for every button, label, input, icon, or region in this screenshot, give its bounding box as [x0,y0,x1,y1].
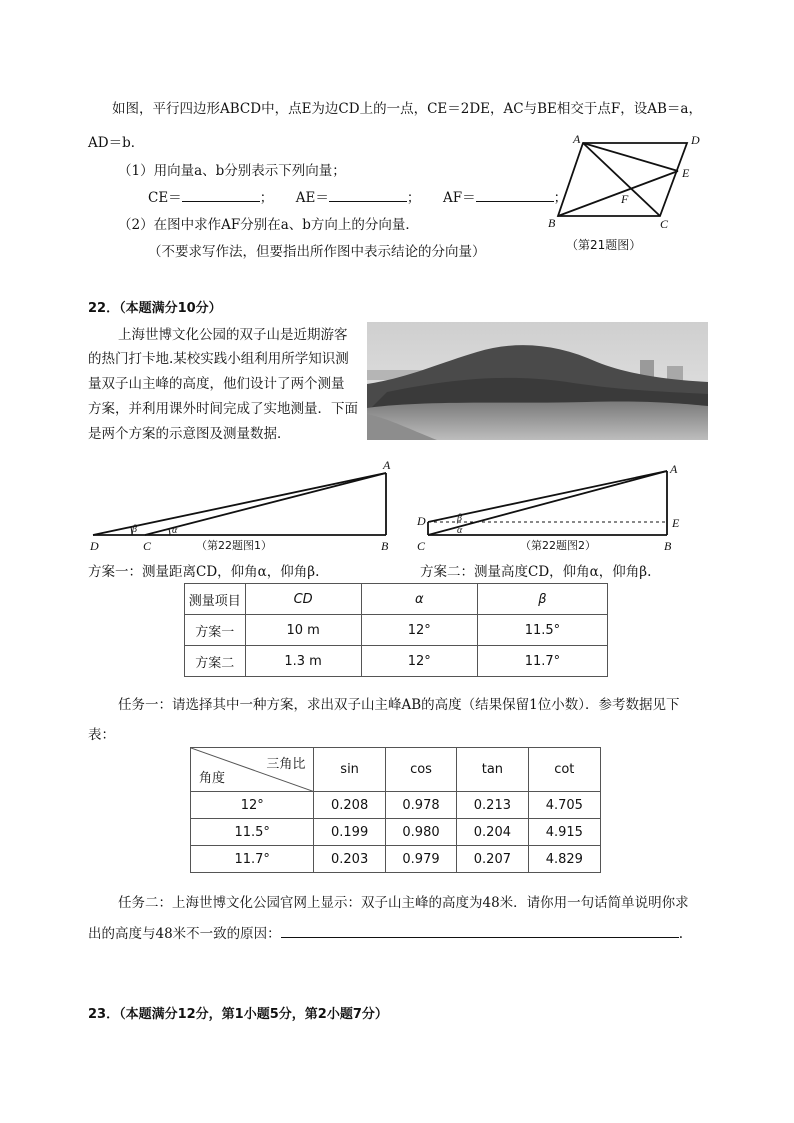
t1-cell: 11.5° [477,615,607,646]
t2-cell: 4.829 [528,846,600,873]
vec-ce-blank [182,187,260,202]
t1-header: β [477,584,607,615]
t1-cell: 11.7° [477,646,607,677]
t2-cell: 11.7° [191,846,314,873]
t1-cell: 方案一 [185,615,246,646]
q23-heading: 23．（本题满分12分，第1小题5分，第2小题7分） [88,1007,388,1022]
t2-cell: 12° [191,792,314,819]
q22-para-line3: 量双子山主峰的高度，他们设计了两个测量 [88,376,345,392]
twin-hill-photo [367,322,708,440]
q22-plan2: 方案二：测量高度CD，仰角α，仰角β. [420,564,652,580]
fig2-alpha: α [457,525,463,536]
q21-part2: （2）在图中求作AF分别在a、b方向上的分向量． [118,217,419,233]
corner-top: 三角比 [266,757,306,772]
table-row [191,846,601,873]
t1-cell: 12° [361,646,477,677]
t2-cell: 0.978 [385,792,456,819]
q21-vector-row [148,186,567,206]
t2-header: cos [385,748,456,792]
fig1-pt-C: C [143,539,152,553]
q22-plan1: 方案一：测量距离CD，仰角α，仰角β. [88,564,320,580]
fig2-beta: β [457,513,462,524]
t2-cell: 4.705 [528,792,600,819]
fig2-pt-E: E [672,516,680,530]
fig1-alpha: α [172,525,178,536]
sep: ； [553,190,568,206]
t2-cell: 0.979 [385,846,456,873]
q22-figure1 [88,458,398,553]
t1-cell: 方案二 [185,646,246,677]
q22-figure2 [410,458,700,553]
q22-task2-line1: 任务二：上海世博文化公园官网上显示：双子山主峰的高度为48米．请你用一句话简单说明你求 [118,895,689,911]
vec-af-label: AF＝ [442,190,476,206]
q22-para-line2: 的热门打卡地.某校实践小组利用所学知识测 [88,351,349,367]
sep: ； [259,190,274,206]
t1-header: CD [245,584,361,615]
t2-cell: 0.207 [457,846,528,873]
q22-task1-line1: 任务一：请选择其中一种方案，求出双子山主峰AB的高度（结果保留1位小数）．参考数据见下 [118,697,680,713]
t2-cell: 0.203 [314,846,385,873]
trig-reference-table [190,747,601,873]
vec-ae-label: AE＝ [295,190,329,206]
t2-header: sin [314,748,385,792]
vec-af-blank [476,187,554,202]
t1-cell: 10 m [245,615,361,646]
fig2-pt-D: D [417,514,426,528]
fig1-pt-B: B [381,539,389,553]
vec-ae-blank [329,187,407,202]
task2-end: . [678,926,683,942]
t1-header: 测量项目 [185,584,246,615]
t2-cell: 11.5° [191,819,314,846]
pt-B: B [548,216,556,230]
q22-para-line1: 上海世博文化公园的双子山是近期游客 [118,327,348,343]
table-row [191,792,601,819]
t2-cell: 0.213 [457,792,528,819]
t1-header: α [361,584,477,615]
fig2-caption: （第22题图2） [520,539,596,552]
fig2-pt-A: A [670,462,678,476]
task2-answer-blank [281,923,679,938]
pt-E: E [682,166,690,180]
pt-A: A [573,132,581,146]
t2-cell: 0.204 [457,819,528,846]
t2-cell: 4.915 [528,819,600,846]
measurement-table [184,583,608,677]
fig1-pt-D: D [90,539,99,553]
t2-header: cot [528,748,600,792]
fig1-beta: β [132,524,137,535]
corner-cell [191,748,314,792]
t2-cell: 0.199 [314,819,385,846]
t2-cell: 0.208 [314,792,385,819]
fig1-caption: （第22题图1） [196,539,272,552]
fig2-pt-B: B [664,539,672,553]
q21-intro-line1: 如图，平行四边形ABCD中，点E为边CD上的一点，CE＝2DE，AC与BE相交于点F，设AB＝a， [112,101,702,117]
corner-bottom: 角度 [199,771,226,786]
fig1-pt-A: A [383,458,391,472]
q21-note: （不要求写作法，但要指出所作图中表示结论的分向量） [148,244,486,260]
table-row [185,646,608,677]
q22-task2-line2 [88,922,683,942]
t1-cell: 12° [361,615,477,646]
table-row [185,615,608,646]
pt-C: C [660,217,669,230]
pt-D: D [691,133,700,147]
t2-header: tan [457,748,528,792]
q22-para-line4: 方案，并利用课外时间完成了实地测量．下面 [88,401,358,417]
vec-ce-label: CE＝ [148,190,182,206]
fig2-pt-C: C [417,539,426,553]
q22-para-line5: 是两个方案的示意图及测量数据． [88,426,291,442]
q22-task1-line2: 表： [88,727,115,743]
q21-part1: （1）用向量a、b分别表示下列向量； [118,163,346,179]
t1-cell: 1.3 m [245,646,361,677]
task2-prompt: 出的高度与48米不一致的原因： [88,926,281,942]
q21-intro-line2: AD＝b． [88,135,145,151]
sep: ； [406,190,421,206]
t2-cell: 0.980 [385,819,456,846]
q21-parallelogram-figure [545,130,720,230]
table-row [191,819,601,846]
q21-figure-caption: （第21题图） [566,238,642,252]
pt-F: F [621,192,629,206]
q22-heading: 22．（本题满分10分） [88,301,222,316]
